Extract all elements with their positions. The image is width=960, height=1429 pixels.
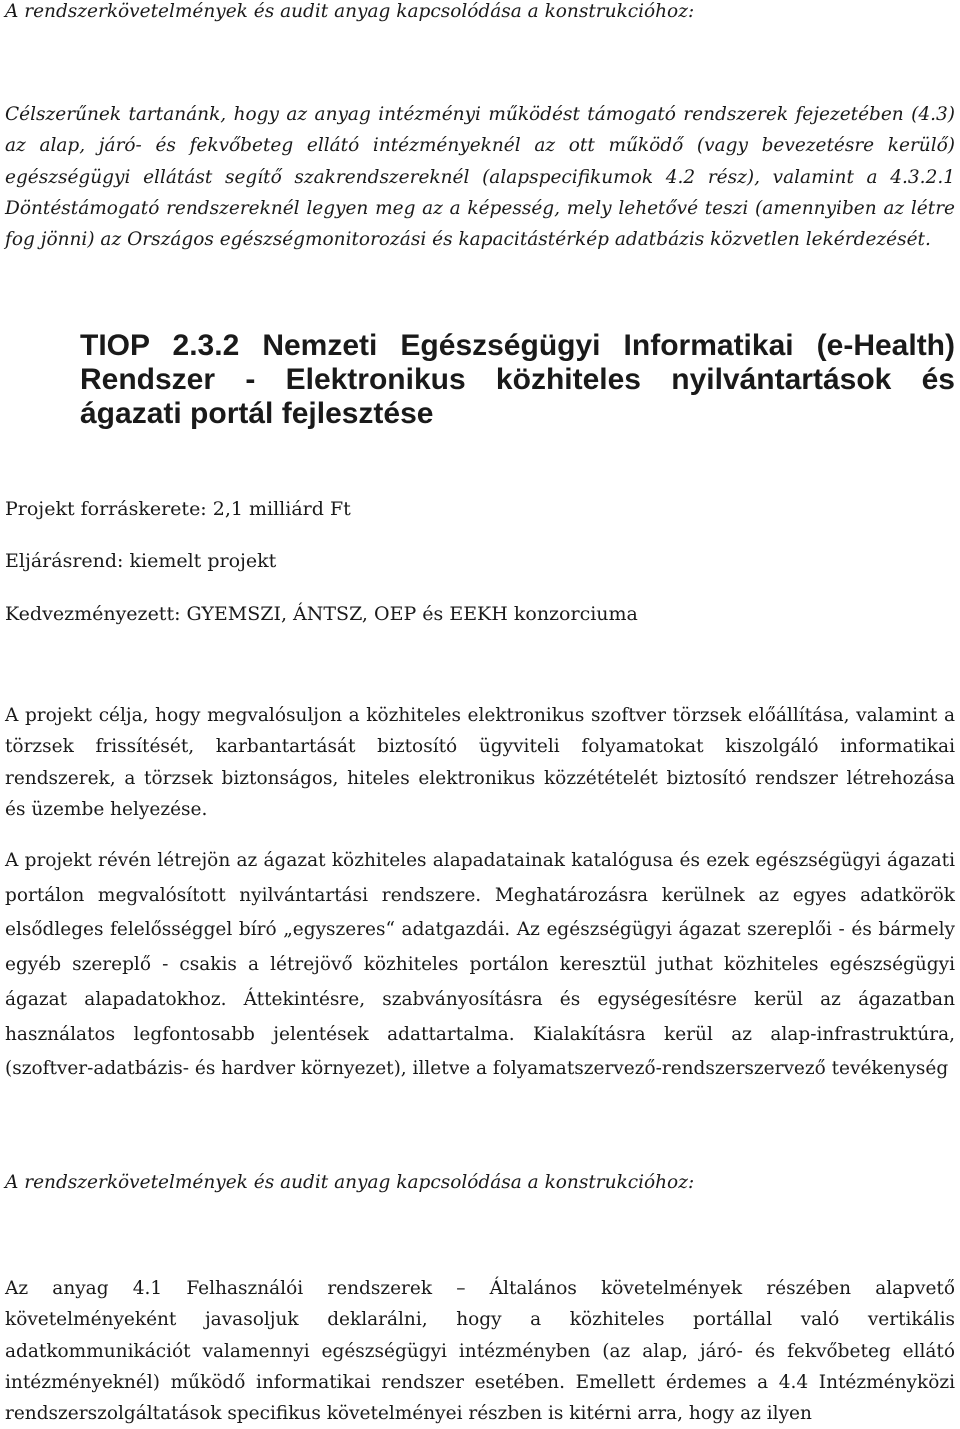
project-title-line1: TIOP 2.3.2 Nemzeti Egészségügyi Informatikai (e-Health) Rendszer - — [80, 329, 955, 396]
project-budget: Projekt forráskerete: 2,1 milliárd Ft — [5, 498, 351, 520]
project-title — [5, 329, 955, 431]
project-title-line3: fejlesztése — [281, 397, 434, 430]
project-title-line2: Elektronikus közhiteles nyilvántartások és ágazati portál — [80, 363, 955, 430]
project-paragraph-goal: A projekt célja, hogy megvalósuljon a közhiteles elektronikus szoftver törzsek előállítása, valamint a törzsek frissítését, karbantartását biztosító ügyviteli folyamatokat kiszolgáló informatikai rendszerek, a törzsek biztonságos, hiteles elektronikus közzétételét biztosító rendszer létrehozása és üzembe helyezése. — [5, 705, 955, 820]
section2-paragraph: Az anyag 4.1 Felhasználói rendszerek – Általános követelmények részében alapvető követelményeként javasoljuk deklarálni, hogy a közhiteles portállal való vertikális adatkommunikációt valamennyi egészségügyi intézményben (az alap, járó- és fekvőbeteg ellátó intézményeknél) működő informatikai rendszer esetében. Emellett érdemes a 4.4 Intézményközi rendszerszolgáltatások specifikus követelményei részben is kitérni arra, hogy az ilyen — [5, 1278, 955, 1425]
section2-heading: A rendszerkövetelmények és audit anyag kapcsolódása a konstrukcióhoz: — [5, 1172, 695, 1193]
section1-heading: A rendszerkövetelmények és audit anyag kapcsolódása a konstrukcióhoz: — [5, 1, 695, 22]
project-procedure: Eljárásrend: kiemelt projekt — [5, 550, 277, 572]
section1-paragraph: Célszerűnek tartanánk, hogy az anyag intézményi működést támogató rendszerek fejezetében (4.3) az alap, járó- és fekvőbeteg ellátó intézményeknél az ott működő (vagy bevezetésre kerülő) egészségügyi ellátást segítő szakrendszereknél (alapspecifikumok 4.2 rész), valamint a 4.3.2.1 Döntéstámogató rendszereknél legyen meg az a képesség, mely lehetővé teszi (amennyiben az létre fog jönni) az Országos egészségmonitorozási és kapacitástérkép adatbázis közvetlen lekérdezését. — [5, 104, 955, 251]
project-beneficiary: Kedvezményezett: GYEMSZI, ÁNTSZ, OEP és EEKH konzorciuma — [5, 603, 638, 625]
project-paragraph-result: A projekt révén létrejön az ágazat közhiteles alapadatainak katalógusa és ezek egészségügyi ágazati portálon megvalósított nyilvántartási rendszere. Meghatározásra kerülnek az egyes adatkörök elsődleges felelősséggel bíró „egyszeres“ adatgazdái. Az egészségügyi ágazat szereplői - és bármely egyéb szereplő - csakis a létrejövő közhiteles portálon keresztül juthat közhiteles egészségügyi ágazat alapadatokhoz. Áttekintésre, szabványosításra és egységesítésre kerül az ágazatban használatos legfontosabb jelentések adattartalma. Kialakításra kerül az alap-infrastruktúra, (szoftver-adatbázis- és hardver környezet), illetve a folyamatszervező-rendszerszervező tevékenység — [5, 850, 955, 1080]
